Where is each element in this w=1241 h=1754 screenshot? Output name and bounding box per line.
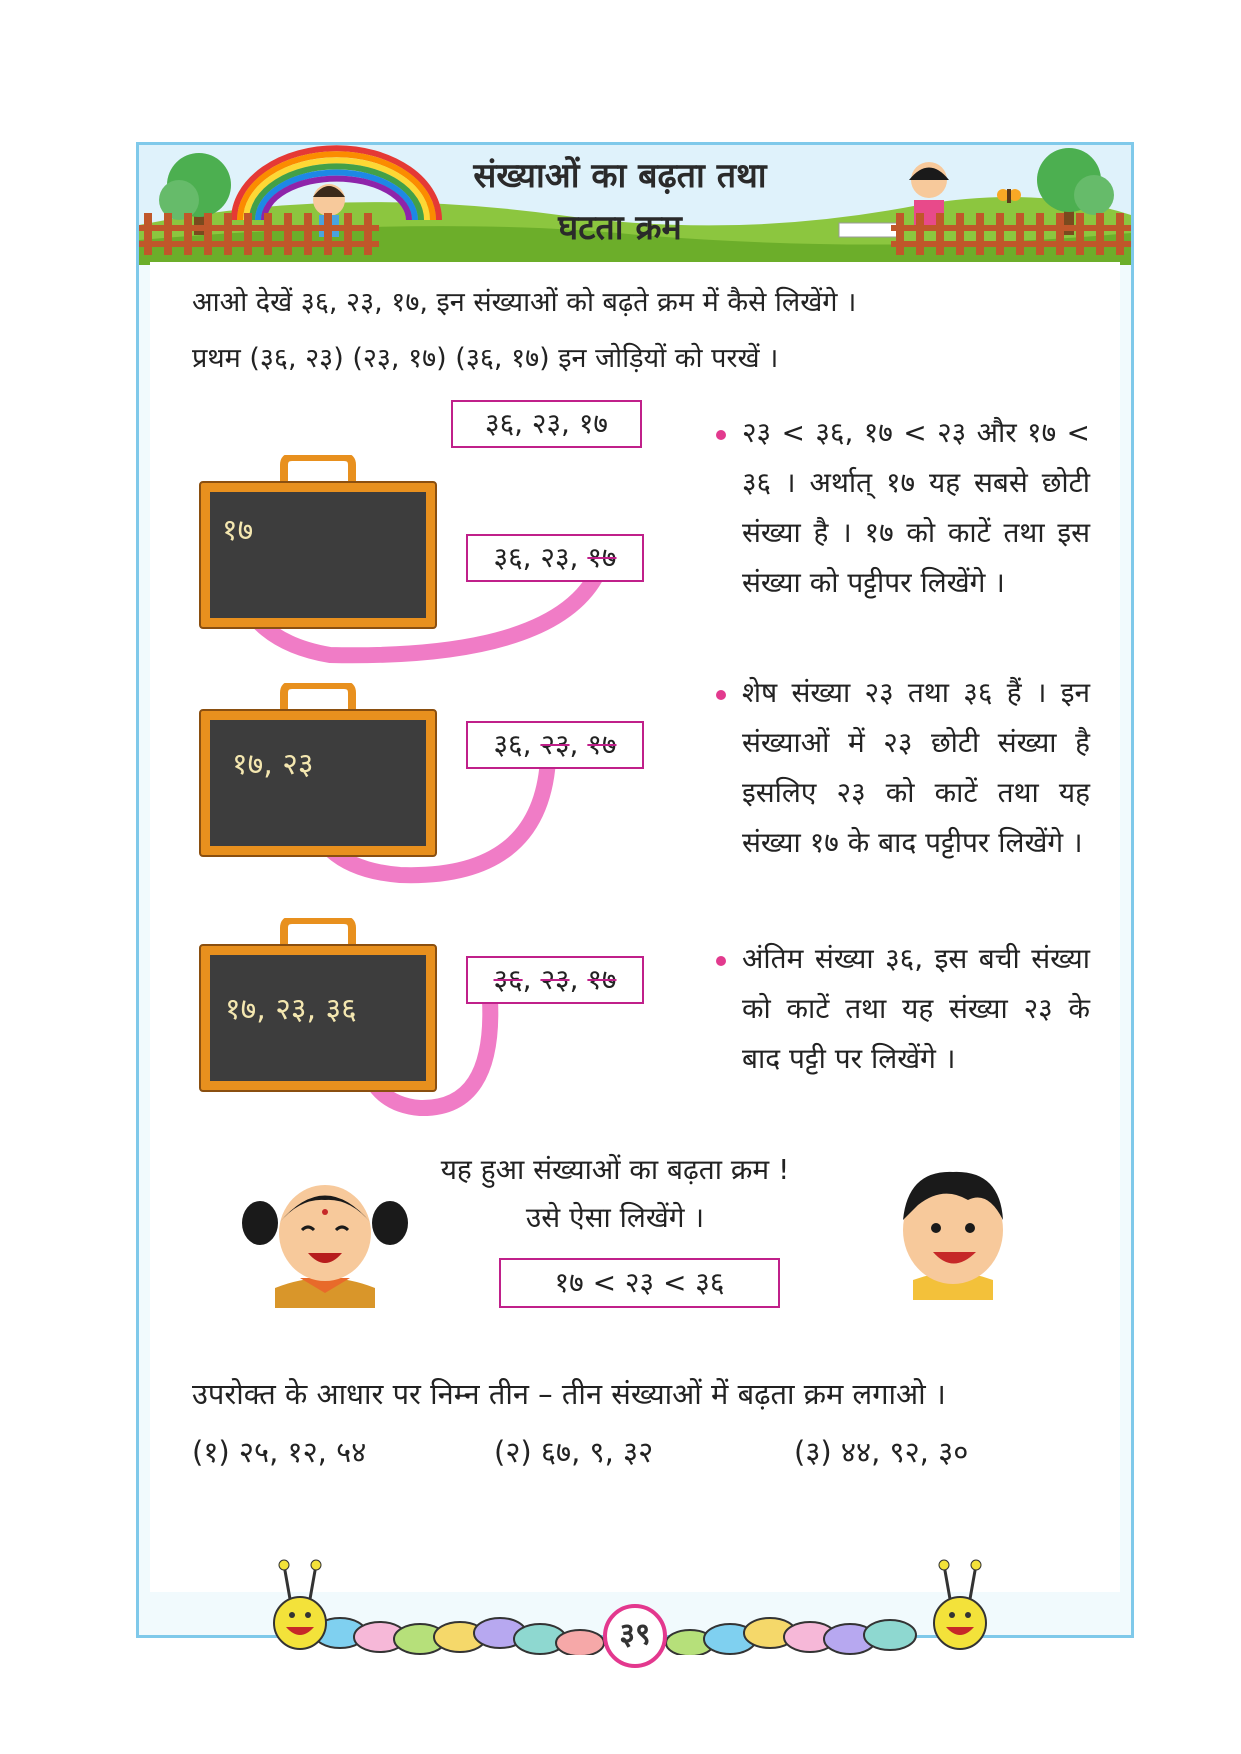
exercise-instruction: उपरोक्त के आधार पर निम्न तीन – तीन संख्याओं में बढ़ता क्रम लगाओ । — [192, 1377, 946, 1411]
board-1-text: १७ — [222, 513, 254, 548]
summary-line-2: उसे ऐसा लिखेंगे । — [525, 1201, 705, 1234]
number-box-start: ३६, २३, १७ — [451, 400, 642, 448]
intro-line-2: प्रथम (३६, २३) (२३, १७) (३६, १७) इन जोड़ियों को परखें । — [192, 343, 779, 374]
exercise-item-1: (१) २५, १२, ५४ — [192, 1435, 367, 1469]
box-2-struck-a: २३ — [540, 728, 570, 761]
girl-face-icon — [240, 1178, 410, 1308]
box-2-plain: ३६, — [493, 728, 541, 761]
board-2-text: १७, २३ — [232, 747, 314, 782]
title-line-2: घटता क्रम — [558, 208, 682, 248]
number-box-step-2 — [466, 721, 644, 769]
box-3-struck-c: १७ — [587, 963, 617, 996]
explanation-step-3: अंतिम संख्या ३६, इस बची संख्या को काटें तथा यह संख्या २३ के बाद पट्टी पर लिखेंगे । — [742, 942, 1090, 1075]
explanation-step-1: २३ < ३६, १७ < २३ और १७ < ३६ । अर्थात् १७ यह सबसे छोटी संख्या है । १७ को काटें तथा इस संख्या को पट्टीपर लिखेंगे । — [742, 416, 1090, 599]
bullet-dot-icon — [716, 430, 726, 440]
exercise-item-3: (३) ४४, ९२, ३० — [794, 1435, 969, 1469]
intro-line-1: आओ देखें ३६, २३, १७, इन संख्याओं को बढ़ते क्रम में कैसे लिखेंगे । — [192, 287, 857, 318]
exercise-item-2: (२) ६७, ९, ३२ — [494, 1435, 654, 1469]
box-3-struck-b: २३ — [540, 963, 570, 996]
boy-face-icon — [888, 1160, 1018, 1300]
summary-line-1: यह हुआ संख्याओं का बढ़ता क्रम ! — [440, 1153, 790, 1186]
explanation-step-2: शेष संख्या २३ तथा ३६ हैं । इन संख्याओं में २३ छोटी संख्या है इसलिए २३ को काटें तथा यह संख्या १७ के बाद पट्टीपर लिखेंगे । — [742, 676, 1090, 859]
board-3-text: १७, २३, ३६ — [225, 992, 357, 1027]
box-1-plain: ३६, २३, — [493, 541, 588, 574]
answer-box: १७ < २३ < ३६ — [499, 1258, 780, 1308]
number-box-step-3 — [466, 956, 644, 1004]
page-number: ३९ — [603, 1604, 667, 1668]
box-2-struck-b: १७ — [587, 728, 617, 761]
bullet-dot-icon — [716, 690, 726, 700]
number-box-step-1 — [466, 534, 644, 582]
box-3-sep-a: , — [522, 963, 541, 996]
box-3-sep-b: , — [569, 963, 588, 996]
title-line-1: संख्याओं का बढ़ता तथा — [473, 156, 767, 196]
bullet-dot-icon — [716, 956, 726, 966]
box-2-sep: , — [569, 728, 588, 761]
box-3-struck-a: ३६ — [493, 963, 523, 996]
box-1-struck: १७ — [587, 541, 617, 574]
